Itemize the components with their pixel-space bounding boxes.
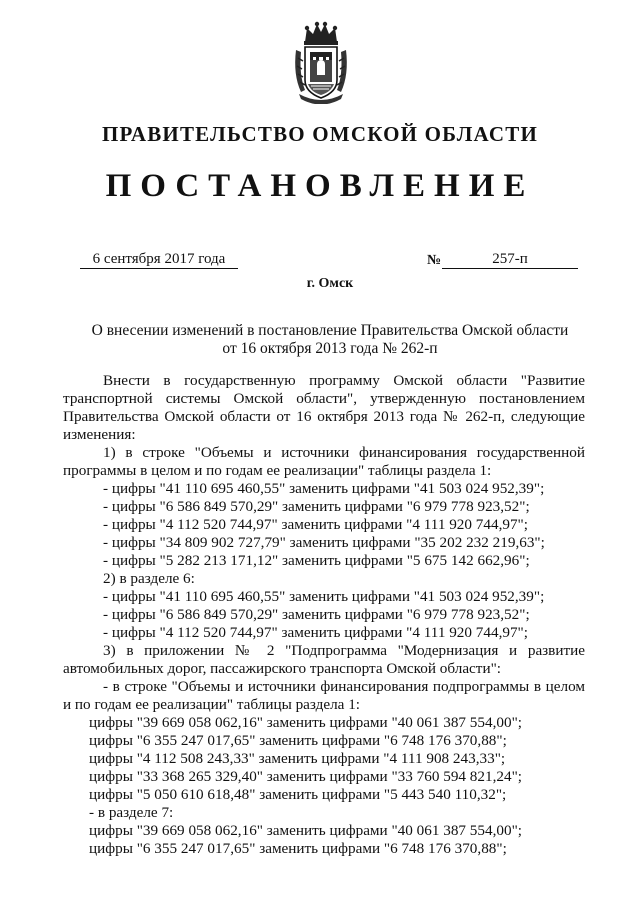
amendment-line: цифры "39 669 058 062,16" заменить цифрами "40 061 387 554,00"; (89, 714, 522, 731)
amendment-line: цифры "6 355 247 017,65" заменить цифрами "6 748 176 370,88"; (89, 840, 507, 857)
amendment-line: - цифры "41 110 695 460,55" заменить цифрами "41 503 024 952,39"; (103, 588, 545, 605)
amendment-line: - цифры "4 112 520 744,97" заменить цифрами "4 111 920 744,97"; (103, 624, 528, 641)
coat-of-arms-icon (291, 20, 351, 104)
amendment-line: - цифры "6 586 849 570,29" заменить цифрами "6 979 778 923,52"; (103, 498, 530, 515)
government-title: ПРАВИТЕЛЬСТВО ОМСКОЙ ОБЛАСТИ (101, 122, 538, 146)
item-3-subsection-1: - в строке "Объемы и источники финансирования подпрограммы в целом и по годам ее реализации" таблицы раздела 1: (63, 678, 585, 713)
document-subject (60, 322, 600, 358)
amendment-line: - цифры "5 282 213 171,12" заменить цифрами "5 675 142 662,96"; (103, 552, 530, 569)
document-date: 6 сентября 2017 года (80, 251, 238, 269)
amendment-line: цифры "39 669 058 062,16" заменить цифрами "40 061 387 554,00"; (89, 822, 522, 839)
body-intro-paragraph: Внести в государственную программу Омской области "Развитие транспортной системы Омской области", утвержденную постановлением Правительства Омской области от 16 октября 2013 года № 262-п, следующие изменения: (63, 372, 585, 443)
amendment-line: цифры "33 368 265 329,40" заменить цифрами "33 760 594 821,24"; (89, 768, 522, 785)
document-number-label: № (427, 253, 442, 268)
item-3-intro: 3) в приложении № 2 "Подпрограмма "Модернизация и развитие автомобильных дорог, пассажирского транспорта Омской области": (63, 642, 585, 677)
item-2-intro: 2) в разделе 6: (103, 570, 195, 587)
amendment-line: цифры "5 050 610 618,48" заменить цифрами "5 443 540 110,32"; (89, 786, 507, 803)
item-1-intro: 1) в строке "Объемы и источники финансирования государственной программы в целом и по годам ее реализации" таблицы раздела 1: (63, 444, 585, 479)
document-body (63, 372, 585, 858)
subject-line: от 16 октября 2013 года № 262-п (222, 340, 438, 357)
document-city: г. Омск (306, 276, 354, 291)
amendment-line: - цифры "41 110 695 460,55" заменить цифрами "41 503 024 952,39"; (103, 480, 545, 497)
amendment-line: цифры "4 112 508 243,33" заменить цифрами "4 111 908 243,33"; (89, 750, 506, 767)
amendment-line: цифры "6 355 247 017,65" заменить цифрами "6 748 176 370,88"; (89, 732, 507, 749)
amendment-line: - цифры "4 112 520 744,97" заменить цифрами "4 111 920 744,97"; (103, 516, 528, 533)
subject-line: О внесении изменений в постановление Правительства Омской области (91, 322, 569, 339)
document-number: 257-п (442, 251, 578, 269)
document-type-title: ПОСТАНОВЛЕНИЕ (105, 168, 535, 204)
item-3-subsection-2: - в разделе 7: (89, 804, 174, 821)
amendment-line: - цифры "6 586 849 570,29" заменить цифрами "6 979 778 923,52"; (103, 606, 530, 623)
amendment-line: - цифры "34 809 902 727,79" заменить цифрами "35 202 232 219,63"; (103, 534, 545, 551)
